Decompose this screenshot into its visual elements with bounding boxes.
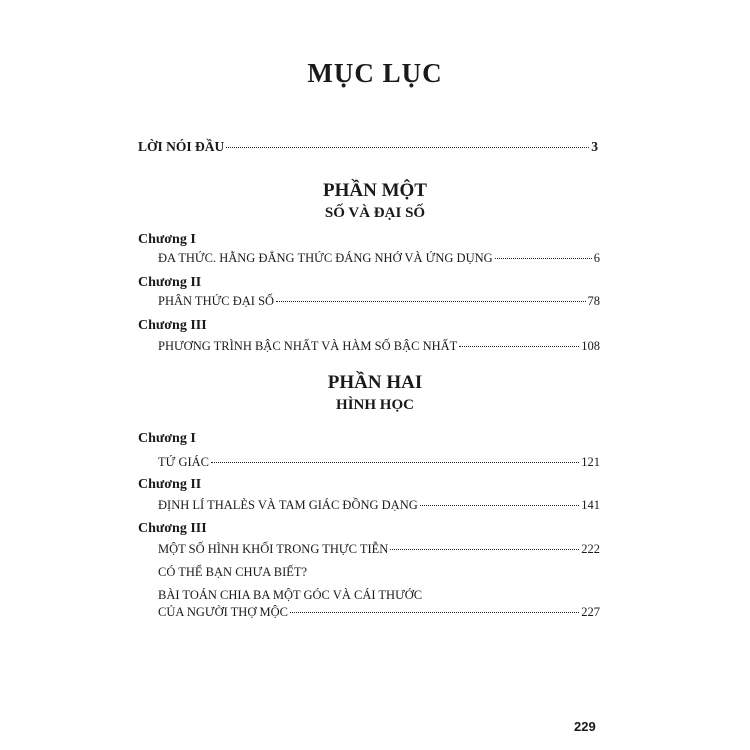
dot-leader	[211, 462, 579, 463]
chapter-label: Chương III	[138, 318, 207, 333]
dot-leader	[459, 346, 579, 347]
dot-leader	[495, 258, 592, 259]
dot-leader	[226, 147, 589, 148]
chapter-label: Chương III	[138, 521, 207, 536]
toc-entry	[158, 294, 600, 309]
entry-title: TỨ GIÁC	[158, 455, 210, 469]
page-title: MỤC LỤC	[307, 58, 443, 88]
toc-entry	[158, 251, 600, 266]
part-heading: PHẦN HAI	[327, 372, 423, 393]
entry-page: 6	[593, 251, 600, 265]
entry-title: ĐA THỨC. HẰNG ĐẲNG THỨC ĐÁNG NHỚ VÀ ỨNG DỤNG	[158, 251, 493, 265]
entry-title: ĐỊNH LÍ THALÈS VÀ TAM GIÁC ĐỒNG DẠNG	[158, 498, 418, 512]
toc-entry	[158, 605, 600, 620]
entry-page: 108	[581, 339, 600, 353]
entry-title: PHÂN THỨC ĐẠI SỐ	[158, 294, 275, 308]
entry-page: 227	[581, 605, 600, 619]
dot-leader	[420, 505, 579, 506]
chapter-label: Chương II	[138, 477, 202, 492]
toc-note: CÓ THỂ BẠN CHƯA BIẾT?	[158, 565, 308, 579]
entry-page: 78	[587, 294, 600, 308]
toc-entry	[158, 339, 600, 354]
page-number: 229	[574, 719, 596, 734]
dot-leader	[276, 301, 585, 302]
entry-title: PHƯƠNG TRÌNH BẬC NHẤT VÀ HÀM SỐ BẬC NHẤT	[158, 339, 458, 353]
entry-page: 222	[581, 542, 600, 556]
chapter-label: Chương II	[138, 275, 202, 290]
chapter-label: Chương I	[138, 431, 196, 446]
toc-entry-preface	[138, 139, 598, 155]
toc-entry-line1: BÀI TOÁN CHIA BA MỘT GÓC VÀ CÁI THƯỚC	[158, 588, 423, 602]
entry-page: 141	[581, 498, 600, 512]
dot-leader	[290, 612, 579, 613]
part-heading: PHẦN MỘT	[323, 180, 427, 201]
toc-entry	[158, 455, 600, 470]
entry-title: MỘT SỐ HÌNH KHỐI TRONG THỰC TIỄN	[158, 542, 389, 556]
entry-page: 3	[591, 139, 598, 154]
toc-entry	[158, 498, 600, 513]
part-subheading: SỐ VÀ ĐẠI SỐ	[324, 205, 426, 221]
chapter-label: Chương I	[138, 232, 196, 247]
dot-leader	[390, 549, 579, 550]
entry-title: LỜI NÓI ĐẦU	[138, 139, 225, 154]
entry-title: CỦA NGƯỜI THỢ MỘC	[158, 605, 288, 619]
part-subheading: HÌNH HỌC	[336, 397, 414, 413]
entry-page: 121	[581, 455, 600, 469]
toc-entry	[158, 542, 600, 557]
